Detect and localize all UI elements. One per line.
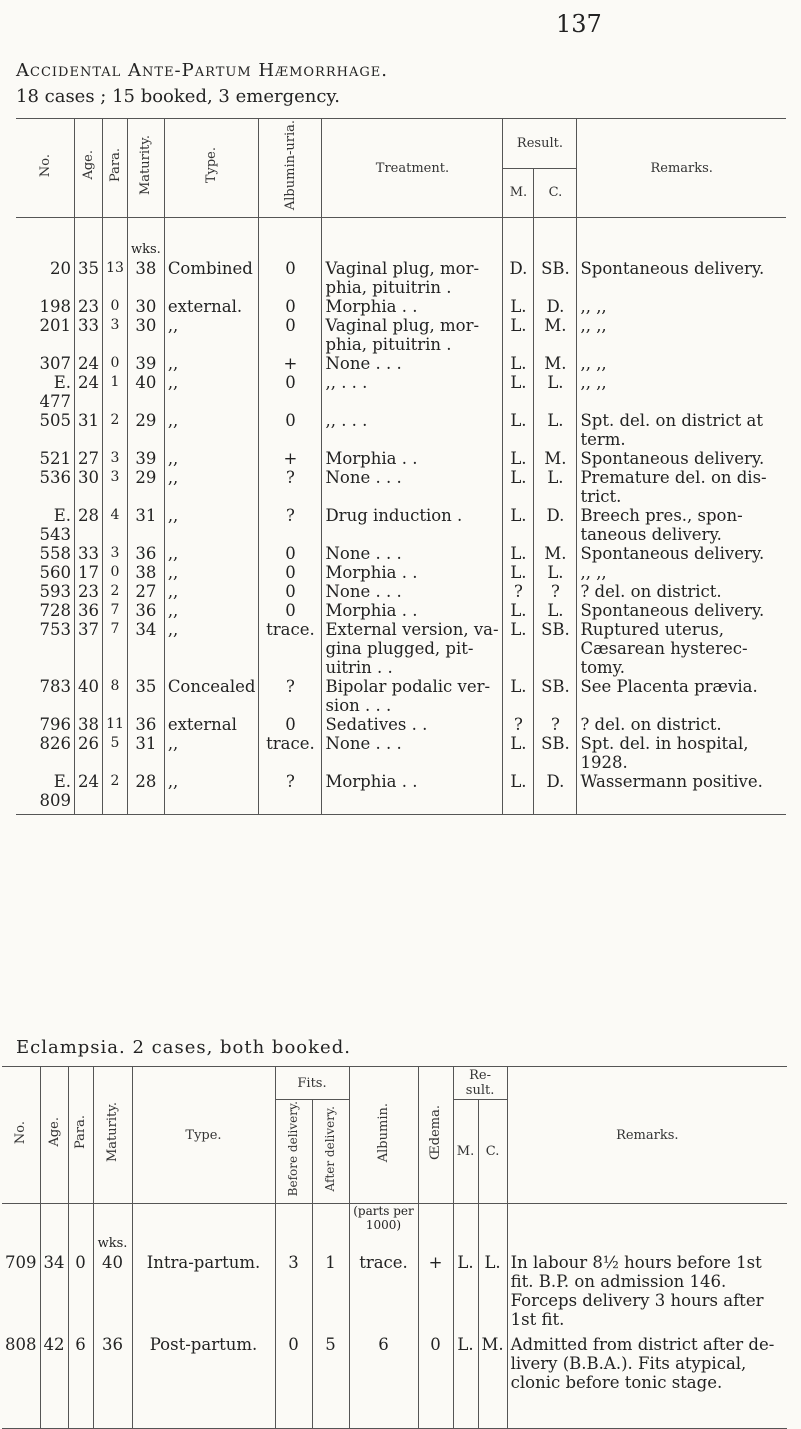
cell-no: 558 <box>16 544 75 563</box>
cell-m: L. <box>503 601 534 620</box>
cell-maturity: 38 <box>128 259 165 297</box>
cell-type: ,, <box>164 506 259 544</box>
table-row <box>16 620 786 677</box>
cell-type: ,, <box>164 620 259 677</box>
cell-m: L. <box>503 772 534 810</box>
cell-type: ,, <box>164 316 259 354</box>
cell-m: L. <box>453 1335 478 1398</box>
cell-type: ,, <box>164 734 259 772</box>
e-wks-label: wks. <box>93 1204 132 1254</box>
table-row <box>2 1253 787 1335</box>
cell-age: 30 <box>75 468 103 506</box>
cell-remarks: ? del. on district. <box>580 582 722 602</box>
cell-para: 7 <box>103 601 128 620</box>
e-col-type: Type. <box>132 1067 275 1204</box>
table-row <box>16 506 786 544</box>
cell-type: ,, <box>164 563 259 582</box>
cell-treatment: Morphia . . <box>322 601 503 620</box>
cell-remarks: ,, ,, <box>580 316 607 336</box>
cell-remarks: See Placenta prævia. <box>580 677 758 697</box>
e-col-oedema: Œdema. <box>428 1104 443 1160</box>
col-remarks: Remarks. <box>650 160 713 176</box>
section1-title: Accidental Ante-Partum Hæmorrhage. <box>16 60 388 81</box>
cell-para: 4 <box>103 506 128 544</box>
cell-treatment: Morphia . . <box>322 563 503 582</box>
cell-type: ,, <box>164 411 259 449</box>
e-col-albumin: Albumin. <box>376 1102 391 1162</box>
table-row <box>2 1335 787 1398</box>
cell-m: L. <box>503 563 534 582</box>
cell-para: 2 <box>103 582 128 601</box>
cell-albumin: trace. <box>349 1253 418 1335</box>
cell-para: 3 <box>103 316 128 354</box>
cell-no: 783 <box>16 677 75 715</box>
cell-c: SB. <box>534 259 577 297</box>
e-col-remarks: Remarks. <box>616 1127 679 1143</box>
col-result: Result. <box>503 119 577 169</box>
cell-remarks: Spontaneous delivery. <box>580 601 765 621</box>
table-row <box>16 715 786 734</box>
cell-albuminuria: trace. <box>259 620 322 677</box>
cell-m: L. <box>503 411 534 449</box>
cell-albumin: 6 <box>349 1335 418 1398</box>
cell-age: 33 <box>75 316 103 354</box>
cell-c: L. <box>534 468 577 506</box>
cell-type: ,, <box>164 468 259 506</box>
cell-treatment: ,, . . . <box>322 411 503 449</box>
cell-albuminuria: ? <box>259 506 322 544</box>
section2-title: Eclampsia. 2 cases, both booked. <box>16 1037 351 1058</box>
e-parts-label: (parts per 1000) <box>349 1204 418 1254</box>
cell-no: 753 <box>16 620 75 677</box>
cell-treatment: None . . . <box>322 468 503 506</box>
col-maturity: Maturity. <box>138 135 154 196</box>
cell-age: 24 <box>75 772 103 810</box>
cell-para: 11 <box>103 715 128 734</box>
cell-type: ,, <box>164 373 259 411</box>
cell-para: 5 <box>103 734 128 772</box>
cell-remarks: Premature del. on dis- trict. <box>580 468 767 507</box>
cell-type: Intra-partum. <box>132 1253 275 1335</box>
cell-type: ,, <box>164 582 259 601</box>
cell-albuminuria: ? <box>259 772 322 810</box>
cell-c: SB. <box>534 734 577 772</box>
cell-albuminuria: trace. <box>259 734 322 772</box>
cell-m: L. <box>503 316 534 354</box>
cell-age: 33 <box>75 544 103 563</box>
cell-albuminuria: ? <box>259 677 322 715</box>
cell-para: 6 <box>68 1335 93 1398</box>
cell-age: 36 <box>75 601 103 620</box>
cell-age: 17 <box>75 563 103 582</box>
cell-treatment: Morphia . . <box>322 297 503 316</box>
cell-treatment: None . . . <box>322 354 503 373</box>
cell-albuminuria: 0 <box>259 373 322 411</box>
cell-para: 13 <box>103 259 128 297</box>
cell-m: L. <box>503 506 534 544</box>
cell-m: ? <box>503 582 534 601</box>
table-row <box>16 601 786 620</box>
e-col-fits: Fits. <box>275 1067 349 1100</box>
cell-para: 2 <box>103 411 128 449</box>
cell-m: L. <box>503 297 534 316</box>
table-row <box>16 316 786 354</box>
cell-no: 307 <box>16 354 75 373</box>
cell-m: L. <box>503 449 534 468</box>
cell-maturity: 27 <box>128 582 165 601</box>
cell-maturity: 31 <box>128 734 165 772</box>
cell-no: 796 <box>16 715 75 734</box>
cell-no: 593 <box>16 582 75 601</box>
table-row <box>16 411 786 449</box>
table-row <box>16 582 786 601</box>
cell-no: 728 <box>16 601 75 620</box>
cell-maturity: 30 <box>128 316 165 354</box>
cell-m: ? <box>503 715 534 734</box>
cell-albuminuria: + <box>259 354 322 373</box>
cell-treatment: Sedatives . . <box>322 715 503 734</box>
cell-treatment: None . . . <box>322 582 503 601</box>
cell-para: 7 <box>103 620 128 677</box>
cell-remarks: Spt. del. on district at term. <box>580 411 764 450</box>
cell-age: 37 <box>75 620 103 677</box>
cell-maturity: 36 <box>128 544 165 563</box>
cell-maturity: 29 <box>128 411 165 449</box>
cell-type: Post-partum. <box>132 1335 275 1398</box>
cell-after: 5 <box>312 1335 349 1398</box>
cell-maturity: 28 <box>128 772 165 810</box>
cell-albuminuria: 0 <box>259 715 322 734</box>
cell-treatment: None . . . <box>322 544 503 563</box>
col-albuminuria: Albumin-uria. <box>282 120 298 211</box>
cell-remarks: Spontaneous delivery. <box>580 449 765 469</box>
cell-treatment: Vaginal plug, mor- phia, pituitrin . <box>322 259 503 297</box>
cell-para: 0 <box>68 1253 93 1335</box>
table-row <box>16 772 786 810</box>
cell-remarks: Admitted from district after de- livery (B.B.A.). Fits atypical, clonic before tonic stage. <box>510 1335 775 1393</box>
table-row <box>16 468 786 506</box>
cell-age: 38 <box>75 715 103 734</box>
cell-type: ,, <box>164 772 259 810</box>
cell-c: L. <box>534 373 577 411</box>
cell-type: external. <box>164 297 259 316</box>
cell-no: 808 <box>2 1335 40 1398</box>
cell-maturity: 38 <box>128 563 165 582</box>
cell-c: M. <box>534 316 577 354</box>
cell-maturity: 35 <box>128 677 165 715</box>
cell-no: 505 <box>16 411 75 449</box>
cell-m: L. <box>453 1253 478 1335</box>
cell-remarks: Ruptured uterus, Cæsarean hysterec- tomy. <box>580 620 748 678</box>
col-no: No. <box>37 153 53 177</box>
cell-type: ,, <box>164 354 259 373</box>
cell-c: L. <box>534 411 577 449</box>
cell-m: L. <box>503 468 534 506</box>
cell-c: L. <box>534 601 577 620</box>
cell-albuminuria: 0 <box>259 601 322 620</box>
cell-para: 0 <box>103 354 128 373</box>
e-col-para: Para. <box>73 1115 88 1150</box>
cell-treatment: Morphia . . <box>322 449 503 468</box>
cell-albuminuria: ? <box>259 468 322 506</box>
cell-type: Concealed <box>164 677 259 715</box>
table-row <box>16 354 786 373</box>
e-col-result: Re- sult. <box>453 1067 507 1100</box>
cell-type: Combined <box>164 259 259 297</box>
cell-no: 201 <box>16 316 75 354</box>
table-row <box>16 297 786 316</box>
cell-no: 709 <box>2 1253 40 1335</box>
cell-remarks: Wassermann positive. <box>580 772 763 792</box>
cell-c: M. <box>534 544 577 563</box>
section1-subtitle: 18 cases ; 15 booked, 3 emergency. <box>16 86 340 107</box>
cell-treatment: ,, . . . <box>322 373 503 411</box>
table-row <box>16 677 786 715</box>
cell-para: 1 <box>103 373 128 411</box>
cell-para: 8 <box>103 677 128 715</box>
cell-no: E. 477 <box>16 373 75 411</box>
cell-m: L. <box>503 734 534 772</box>
cell-age: 40 <box>75 677 103 715</box>
cell-age: 23 <box>75 582 103 601</box>
cell-age: 23 <box>75 297 103 316</box>
cell-para: 3 <box>103 544 128 563</box>
table-row <box>16 259 786 297</box>
cell-m: D. <box>503 259 534 297</box>
cell-c: M. <box>534 354 577 373</box>
cell-type: ,, <box>164 601 259 620</box>
cell-oedema: + <box>418 1253 453 1335</box>
cell-albuminuria: 0 <box>259 297 322 316</box>
e-col-before: Before delivery. <box>286 1101 300 1197</box>
cell-m: L. <box>503 354 534 373</box>
cell-no: E. 809 <box>16 772 75 810</box>
cell-c: ? <box>534 582 577 601</box>
cell-para: 2 <box>103 772 128 810</box>
cell-c: D. <box>534 772 577 810</box>
cell-albuminuria: 0 <box>259 411 322 449</box>
cell-para: 3 <box>103 468 128 506</box>
table-row <box>16 544 786 563</box>
cell-albuminuria: 0 <box>259 259 322 297</box>
cell-m: L. <box>503 373 534 411</box>
e-col-m: M. <box>453 1100 478 1204</box>
cell-remarks: ,, ,, <box>580 373 607 393</box>
cell-age: 24 <box>75 354 103 373</box>
cell-remarks: ? del. on district. <box>580 715 722 735</box>
cell-age: 35 <box>75 259 103 297</box>
cell-no: 521 <box>16 449 75 468</box>
cell-c: SB. <box>534 677 577 715</box>
cell-remarks: In labour 8½ hours before 1st fit. B.P. on admission 146. Forceps delivery 3 hours after 1st fit. <box>510 1253 764 1330</box>
cell-age: 31 <box>75 411 103 449</box>
cell-treatment: Bipolar podalic ver- sion . . . <box>322 677 503 715</box>
cell-c: D. <box>534 506 577 544</box>
cell-remarks: ,, ,, <box>580 563 607 583</box>
cell-age: 27 <box>75 449 103 468</box>
eclampsia-table <box>2 1066 787 1429</box>
cell-maturity: 39 <box>128 449 165 468</box>
cell-type: external <box>164 715 259 734</box>
cell-age: 42 <box>40 1335 68 1398</box>
cell-no: 826 <box>16 734 75 772</box>
cell-remarks: Breech pres., spon- taneous delivery. <box>580 506 743 545</box>
cell-before: 0 <box>275 1335 312 1398</box>
cell-c: M. <box>534 449 577 468</box>
col-treatment: Treatment. <box>322 119 503 218</box>
cell-c: M. <box>478 1335 507 1398</box>
cell-c: L. <box>478 1253 507 1335</box>
cell-treatment: Vaginal plug, mor- phia, pituitrin . <box>322 316 503 354</box>
aph-table <box>16 118 786 815</box>
cell-albuminuria: + <box>259 449 322 468</box>
cell-remarks: Spontaneous delivery. <box>580 544 765 564</box>
cell-no: 20 <box>16 259 75 297</box>
cell-m: L. <box>503 620 534 677</box>
cell-maturity: 31 <box>128 506 165 544</box>
cell-para: 0 <box>103 563 128 582</box>
e-col-c: C. <box>478 1100 507 1204</box>
page-number: 137 <box>556 10 602 38</box>
cell-maturity: 29 <box>128 468 165 506</box>
col-m: M. <box>503 168 534 218</box>
cell-remarks: ,, ,, <box>580 354 607 374</box>
cell-albuminuria: 0 <box>259 563 322 582</box>
cell-maturity: 36 <box>93 1335 132 1398</box>
col-age: Age. <box>81 150 96 180</box>
cell-no: 536 <box>16 468 75 506</box>
cell-maturity: 34 <box>128 620 165 677</box>
table-row <box>16 734 786 772</box>
cell-albuminuria: 0 <box>259 544 322 563</box>
wks-label: wks. <box>128 218 165 260</box>
cell-maturity: 40 <box>93 1253 132 1335</box>
cell-albuminuria: 0 <box>259 316 322 354</box>
cell-maturity: 30 <box>128 297 165 316</box>
cell-oedema: 0 <box>418 1335 453 1398</box>
cell-maturity: 39 <box>128 354 165 373</box>
cell-albuminuria: 0 <box>259 582 322 601</box>
cell-before: 3 <box>275 1253 312 1335</box>
cell-c: D. <box>534 297 577 316</box>
col-para: Para. <box>107 148 123 183</box>
cell-para: 0 <box>103 297 128 316</box>
table-row <box>16 563 786 582</box>
e-col-no: No. <box>13 1120 29 1144</box>
e-col-age: Age. <box>46 1117 62 1147</box>
cell-maturity: 40 <box>128 373 165 411</box>
cell-age: 26 <box>75 734 103 772</box>
cell-maturity: 36 <box>128 715 165 734</box>
table-row <box>16 373 786 411</box>
cell-remarks: Spontaneous delivery. <box>580 259 765 279</box>
cell-c: ? <box>534 715 577 734</box>
cell-no: E. 543 <box>16 506 75 544</box>
cell-m: L. <box>503 544 534 563</box>
cell-treatment: Drug induction . <box>322 506 503 544</box>
cell-c: SB. <box>534 620 577 677</box>
col-c: C. <box>534 168 577 218</box>
cell-type: ,, <box>164 544 259 563</box>
cell-treatment: External version, va- gina plugged, pit- uitrin . . <box>322 620 503 677</box>
cell-treatment: None . . . <box>322 734 503 772</box>
cell-remarks: ,, ,, <box>580 297 607 317</box>
cell-para: 3 <box>103 449 128 468</box>
cell-remarks: Spt. del. in hospital, 1928. <box>580 734 749 773</box>
cell-no: 560 <box>16 563 75 582</box>
cell-c: L. <box>534 563 577 582</box>
cell-m: L. <box>503 677 534 715</box>
cell-after: 1 <box>312 1253 349 1335</box>
cell-maturity: 36 <box>128 601 165 620</box>
e-col-after: After delivery. <box>323 1105 337 1192</box>
col-type: Type. <box>204 146 220 184</box>
table-row <box>16 449 786 468</box>
e-col-maturity: Maturity. <box>105 1102 120 1163</box>
cell-treatment: Morphia . . <box>322 772 503 810</box>
cell-age: 34 <box>40 1253 68 1335</box>
cell-type: ,, <box>164 449 259 468</box>
cell-age: 24 <box>75 373 103 411</box>
cell-no: 198 <box>16 297 75 316</box>
cell-age: 28 <box>75 506 103 544</box>
